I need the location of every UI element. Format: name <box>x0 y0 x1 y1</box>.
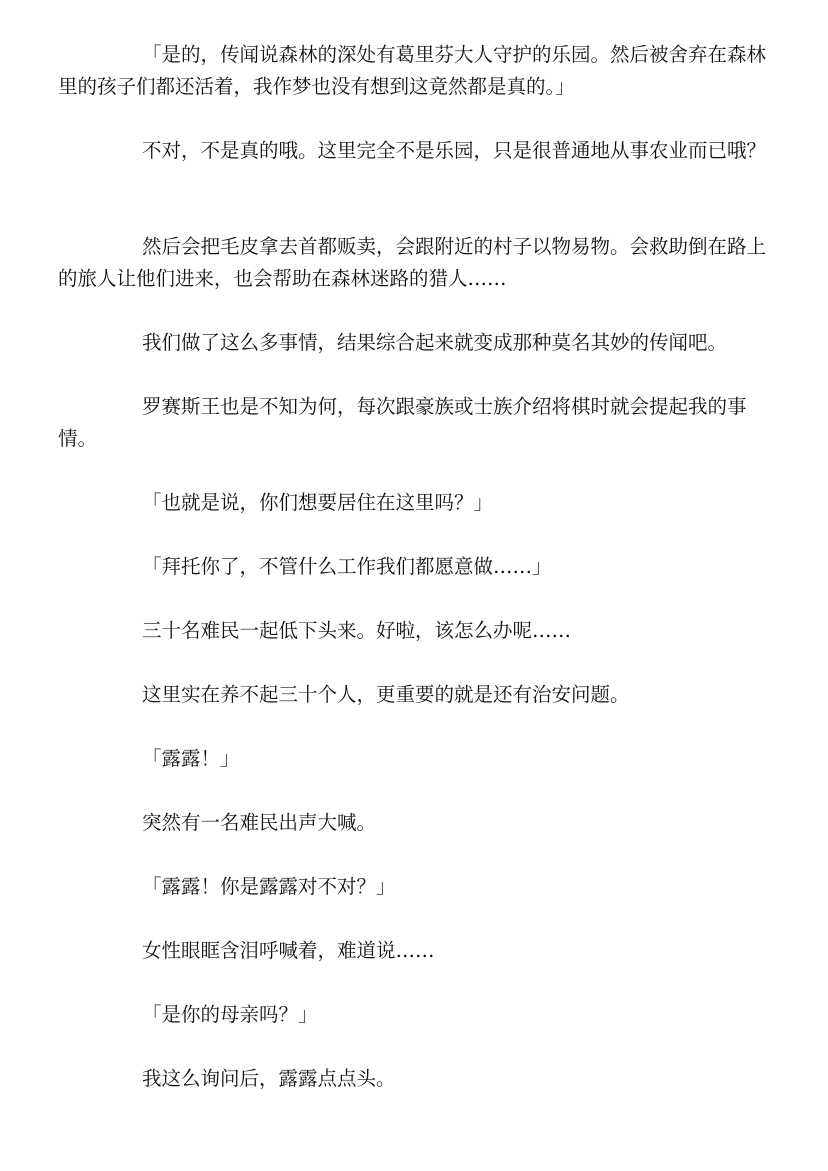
paragraph-15: 我这么询问后，露露点点头。 <box>142 1067 396 1090</box>
paragraph-1: 「是的，传闻说森林的深处有葛里芬大人守护的乐园。然后被舍弃在森林里的孩子们都还活着，我作梦也没有想到这竟然都是真的。」 <box>58 43 767 98</box>
paragraph-14: 「是你的母亲吗？」 <box>142 1003 318 1026</box>
paragraph-9: 这里实在养不起三十个人，更重要的就是还有治安问题。 <box>142 683 630 706</box>
paragraph-3: 然后会把毛皮拿去首都贩卖，会跟附近的村子以物易物。会救助倒在路上的旅人让他们进来，也会帮助在森林迷路的猎人…… <box>58 235 767 290</box>
paragraph-12: 「露露！你是露露对不对？」 <box>142 875 396 898</box>
paragraph-13: 女性眼眶含泪呼喊着，难道说…… <box>142 939 435 962</box>
paragraph-7: 「拜托你了，不管什么工作我们都愿意做……」 <box>142 555 552 578</box>
paragraph-5: 罗赛斯王也是不知为何，每次跟豪族或士族介绍将棋时就会提起我的事情。 <box>58 395 747 450</box>
paragraph-11: 突然有一名难民出声大喊。 <box>142 811 377 834</box>
paragraph-10: 「露露！」 <box>142 747 240 770</box>
paragraph-4: 我们做了这么多事情，结果综合起来就变成那种莫名其妙的传闻吧。 <box>142 331 728 354</box>
paragraph-6: 「也就是说，你们想要居住在这里吗？」 <box>142 491 494 514</box>
paragraph-2: 不对，不是真的哦。这里完全不是乐园，只是很普通地从事农业而已哦？ <box>142 139 767 162</box>
paragraph-8: 三十名难民一起低下头来。好啦，该怎么办呢…… <box>142 619 572 642</box>
